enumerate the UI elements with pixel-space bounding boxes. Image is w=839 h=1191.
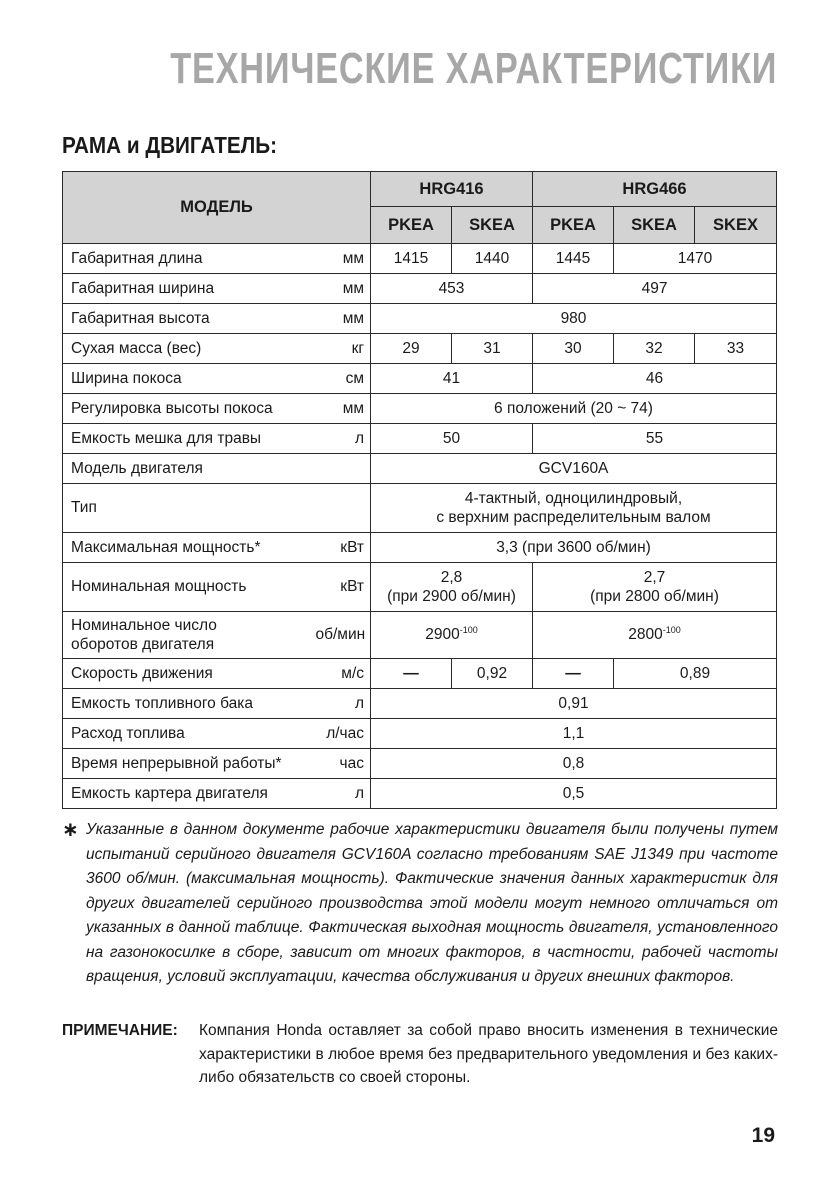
value-cell: GCV160A xyxy=(371,454,777,484)
table-row xyxy=(63,749,777,779)
rpm-tolerance: -100 xyxy=(459,625,478,636)
asterisk-icon: ∗ xyxy=(62,819,79,841)
table-row xyxy=(63,244,777,274)
row-unit: см xyxy=(316,364,371,394)
footnote xyxy=(62,818,778,990)
subheader-cell: PKEA xyxy=(371,207,452,244)
subheader-cell: SKEA xyxy=(614,207,695,244)
value-cell: 6 положений (20 ~ 74) xyxy=(371,394,777,424)
row-unit: м/с xyxy=(316,659,371,689)
row-unit: кВт xyxy=(316,563,371,612)
value-cell: 0,92 xyxy=(452,659,533,689)
value-cell xyxy=(533,563,777,612)
table-row xyxy=(63,424,777,454)
value-cell xyxy=(371,484,777,533)
section-title: РАМА и ДВИГАТЕЛЬ: xyxy=(62,132,278,158)
row-label: Сухая масса (вес) xyxy=(63,334,316,364)
value-cell: 29 xyxy=(371,334,452,364)
value-cell xyxy=(371,563,533,612)
table-row xyxy=(63,719,777,749)
value-line: (при 2800 об/мин) xyxy=(590,588,719,605)
row-label xyxy=(63,612,316,659)
table-row xyxy=(63,563,777,612)
table-row xyxy=(63,334,777,364)
row-label: Габаритная высота xyxy=(63,304,316,334)
row-unit: л xyxy=(316,779,371,809)
row-label: Расход топлива xyxy=(63,719,316,749)
row-label: Ширина покоса xyxy=(63,364,316,394)
value-line: (при 2900 об/мин) xyxy=(387,588,516,605)
page-title: ТЕХНИЧЕСКИЕ ХАРАКТЕРИСТИКИ xyxy=(169,44,777,93)
table-row xyxy=(63,484,777,533)
table-row xyxy=(63,659,777,689)
value-line: 2,7 xyxy=(643,569,666,586)
value-cell: 1470 xyxy=(614,244,777,274)
row-unit: мм xyxy=(316,394,371,424)
row-label: Тип xyxy=(63,484,371,533)
value-cell: 3,3 (при 3600 об/мин) xyxy=(371,533,777,563)
value-cell: — xyxy=(371,659,452,689)
value-cell: 0,91 xyxy=(371,689,777,719)
row-unit: мм xyxy=(316,244,371,274)
row-label: Емкость топливного бака xyxy=(63,689,316,719)
table-row xyxy=(63,304,777,334)
value-cell: 31 xyxy=(452,334,533,364)
value-cell: 32 xyxy=(614,334,695,364)
row-unit: л xyxy=(316,424,371,454)
value-cell: 46 xyxy=(533,364,777,394)
rpm-value: 2900 xyxy=(425,626,460,644)
model-header: МОДЕЛЬ xyxy=(63,172,371,244)
subheader-cell: SKEA xyxy=(452,207,533,244)
table-row xyxy=(63,612,777,659)
page-number: 19 xyxy=(751,1124,775,1147)
type-line-1: 4-тактный, одноцилиндровый, xyxy=(464,490,683,507)
row-unit: л/час xyxy=(316,719,371,749)
value-cell: 453 xyxy=(371,274,533,304)
value-cell: 1440 xyxy=(452,244,533,274)
value-cell: 1445 xyxy=(533,244,614,274)
value-cell: — xyxy=(533,659,614,689)
rpm-tolerance: -100 xyxy=(662,625,681,636)
value-cell xyxy=(371,612,533,659)
table-row xyxy=(63,533,777,563)
table-row xyxy=(63,394,777,424)
group-header-hrg466: HRG466 xyxy=(533,172,777,207)
label-line: Номинальное число xyxy=(71,617,217,634)
row-label: Номинальная мощность xyxy=(63,563,316,612)
row-unit: кВт xyxy=(316,533,371,563)
type-line-2: с верхним распределительным валом xyxy=(436,509,711,526)
row-unit: об/мин xyxy=(316,612,371,659)
note xyxy=(62,1019,778,1090)
value-cell xyxy=(533,612,777,659)
row-label: Скорость движения xyxy=(63,659,316,689)
row-unit: кг xyxy=(316,334,371,364)
group-header-hrg416: HRG416 xyxy=(371,172,533,207)
value-cell: 1,1 xyxy=(371,719,777,749)
row-label: Габаритная ширина xyxy=(63,274,316,304)
row-label: Модель двигателя xyxy=(63,454,371,484)
value-cell: 0,8 xyxy=(371,749,777,779)
table-row xyxy=(63,364,777,394)
row-label: Время непрерывной работы* xyxy=(63,749,316,779)
row-label: Габаритная длина xyxy=(63,244,316,274)
table-row xyxy=(63,274,777,304)
table-row xyxy=(63,689,777,719)
value-line: 2,8 xyxy=(440,569,463,586)
value-cell: 33 xyxy=(695,334,777,364)
row-label: Максимальная мощность* xyxy=(63,533,316,563)
row-unit: мм xyxy=(316,274,371,304)
row-label: Регулировка высоты покоса xyxy=(63,394,316,424)
subheader-cell: SKEX xyxy=(695,207,777,244)
value-cell: 55 xyxy=(533,424,777,454)
footnote-text: Указанные в данном документе рабочие характеристики двигателя были получены путем испытаний серийного двигателя GCV160A согласно требованиям SAE J1349 при частоте 3600 об/мин. (максимальная мощность). Фактические значения данных характеристик для других двигателей серийного производства этой модели могут немного отличаться от указанных в данной таблице. Фактическая выходная мощность двигателя, установленного на газонокосилке в сборе, зависит от многих факторов, в частности, рабочей частоты вращения, условий эксплуатации, качества обслуживания и других внешних факторов. xyxy=(86,821,778,985)
note-text: Компания Honda оставляет за собой право вносить изменения в технические характеристики в любое время без предварительного уведомления и без каких-либо обязательств со своей стороны. xyxy=(199,1022,778,1086)
row-unit: л xyxy=(316,689,371,719)
rpm-value: 2800 xyxy=(628,626,663,644)
value-cell: 497 xyxy=(533,274,777,304)
subheader-cell: PKEA xyxy=(533,207,614,244)
row-unit: мм xyxy=(316,304,371,334)
row-label: Емкость картера двигателя xyxy=(63,779,316,809)
row-label: Емкость мешка для травы xyxy=(63,424,316,454)
value-cell: 0,89 xyxy=(614,659,777,689)
value-cell: 50 xyxy=(371,424,533,454)
label-line: оборотов двигателя xyxy=(71,636,215,653)
row-unit: час xyxy=(316,749,371,779)
table-row xyxy=(63,779,777,809)
value-cell: 41 xyxy=(371,364,533,394)
value-cell: 30 xyxy=(533,334,614,364)
spec-table xyxy=(62,171,777,809)
value-cell: 0,5 xyxy=(371,779,777,809)
value-cell: 1415 xyxy=(371,244,452,274)
value-cell: 980 xyxy=(371,304,777,334)
table-row xyxy=(63,454,777,484)
note-label: ПРИМЕЧАНИЕ: xyxy=(62,1022,178,1039)
